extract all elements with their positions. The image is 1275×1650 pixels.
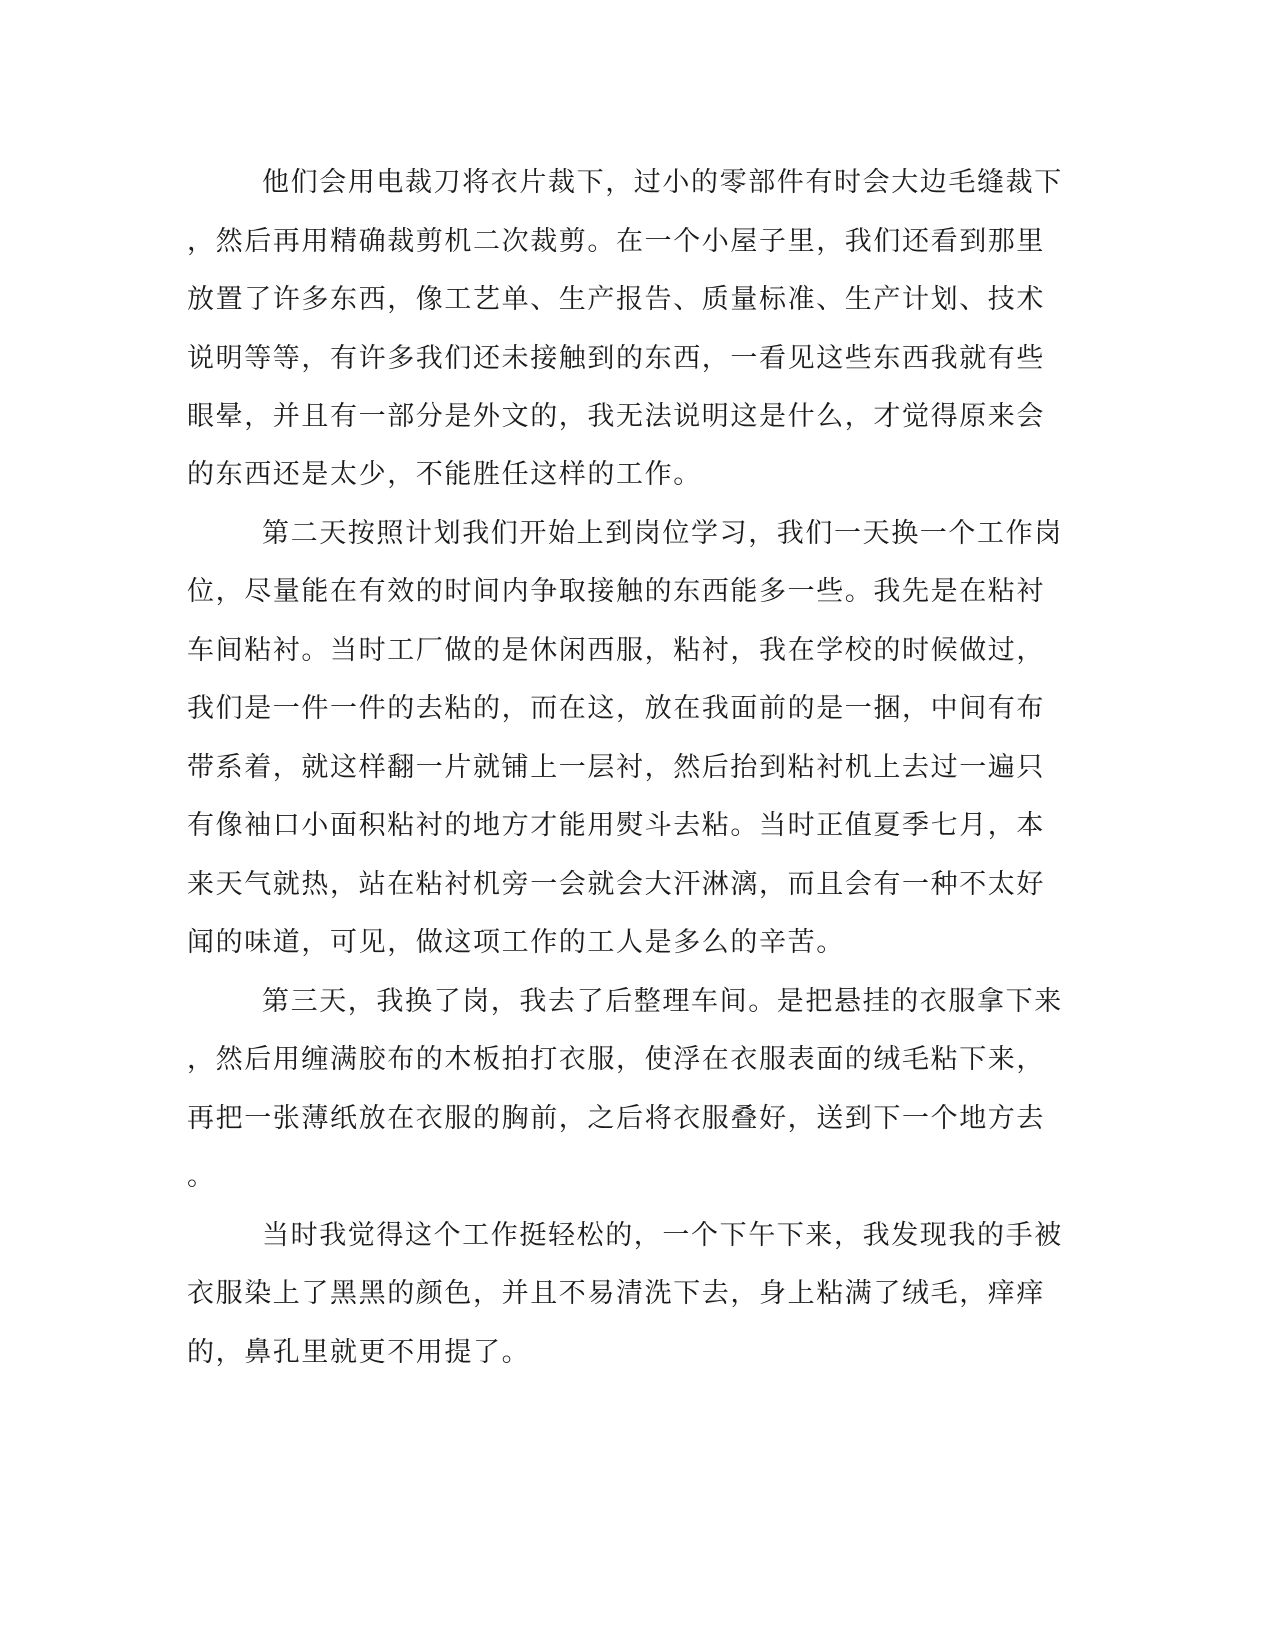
paragraph-1-line-2: ，然后再用精确裁剪机二次裁剪。在一个小屋子里，我们还看到那里 xyxy=(187,226,1045,257)
paragraph-3-line-2: ，然后用缠满胶布的木板拍打衣服，使浮在衣服表面的绒毛粘下来， xyxy=(187,1044,1045,1075)
paragraph-1-line-6: 的东西还是太少，不能胜任这样的工作。 xyxy=(187,459,702,490)
paragraph-2-line-8: 闻的味道，可见，做这项工作的工人是多么的辛苦。 xyxy=(187,927,845,958)
paragraph-3-line-4: 。 xyxy=(187,1161,216,1192)
paragraph-4-line-2: 衣服染上了黑黑的颜色，并且不易清洗下去，身上粘满了绒毛，痒痒 xyxy=(187,1278,1045,1309)
paragraph-1-line-1: 他们会用电裁刀将衣片裁下，过小的零部件有时会大边毛缝裁下 xyxy=(262,167,1063,198)
paragraph-2-line-4: 我们是一件一件的去粘的，而在这，放在我面前的是一捆，中间有布 xyxy=(187,693,1045,724)
paragraph-2-line-3: 车间粘衬。当时工厂做的是休闲西服，粘衬，我在学校的时候做过， xyxy=(187,635,1045,666)
paragraph-1-line-5: 眼晕，并且有一部分是外文的，我无法说明这是什么，才觉得原来会 xyxy=(187,401,1045,432)
paragraph-2-line-2: 位，尽量能在有效的时间内争取接触的东西能多一些。我先是在粘衬 xyxy=(187,576,1045,607)
paragraph-2-line-1: 第二天按照计划我们开始上到岗位学习，我们一天换一个工作岗 xyxy=(262,518,1063,549)
paragraph-1-line-3: 放置了许多东西，像工艺单、生产报告、质量标准、生产计划、技术 xyxy=(187,284,1045,315)
paragraph-1-line-4: 说明等等，有许多我们还未接触到的东西，一看见这些东西我就有些 xyxy=(187,343,1045,374)
paragraph-2-line-5: 带系着，就这样翻一片就铺上一层衬，然后抬到粘衬机上去过一遍只 xyxy=(187,752,1045,783)
paragraph-2-line-7: 来天气就热，站在粘衬机旁一会就会大汗淋漓，而且会有一种不太好 xyxy=(187,869,1045,900)
paragraph-4-line-1: 当时我觉得这个工作挺轻松的，一个下午下来，我发现我的手被 xyxy=(262,1220,1063,1251)
paragraph-3-line-3: 再把一张薄纸放在衣服的胸前，之后将衣服叠好，送到下一个地方去 xyxy=(187,1103,1045,1134)
paragraph-3-line-1: 第三天，我换了岗，我去了后整理车间。是把悬挂的衣服拿下来 xyxy=(262,986,1063,1017)
paragraph-2-line-6: 有像袖口小面积粘衬的地方才能用熨斗去粘。当时正值夏季七月，本 xyxy=(187,810,1045,841)
paragraph-4-line-3: 的，鼻孔里就更不用提了。 xyxy=(187,1337,531,1368)
